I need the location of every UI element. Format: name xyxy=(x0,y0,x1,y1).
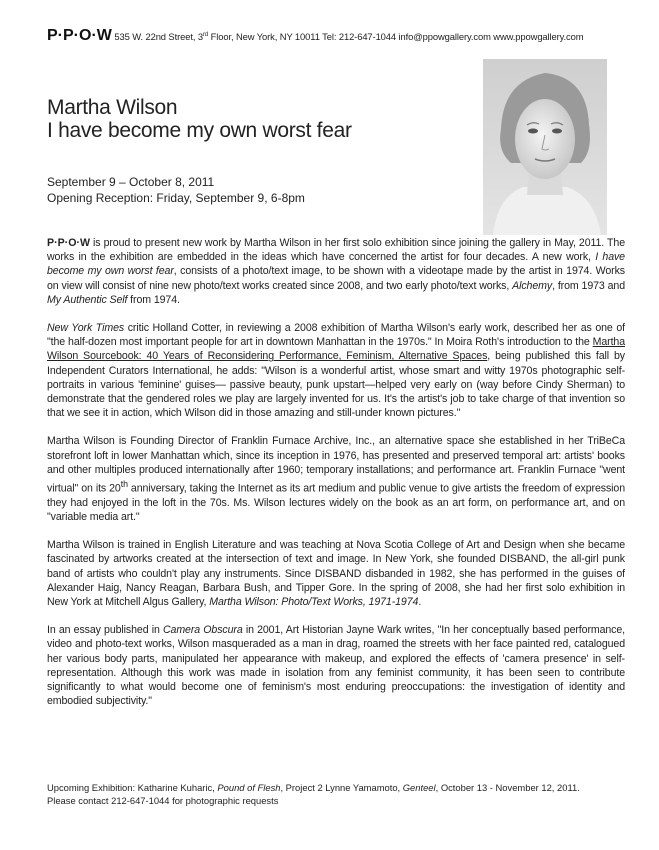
letterhead xyxy=(47,27,647,45)
paragraph-franklin-furnace: Martha Wilson is Founding Director of Franklin Furnace Archive, Inc., an alternative space she established in her TriBeCa storefront loft in lower Manhattan which, since its inception in 1976, has presented and preserved temporal art: artists' books and other multiples produced internationally after 1960; temporary installations; and performance art. Franklin Furnace "went virtual" on its 20th anniversary, taking the Internet as its art medium and public venue to give artists the freedom of expression they had enjoyed in the loft in the 70s. Ms. Wilson lectures widely on the book as an art form, on performance art, and on "variable media art." xyxy=(47,435,625,523)
exhibition-dates xyxy=(47,174,305,206)
gallery-logo: P·P·O·W xyxy=(47,27,112,44)
exhibition-run: September 9 – October 8, 2011 xyxy=(47,175,215,189)
title-block xyxy=(47,96,352,142)
opening-reception: Opening Reception: Friday, September 9, 6-8pm xyxy=(47,191,305,205)
paragraph-critic: New York Times critic Holland Cotter, in reviewing a 2008 exhibition of Martha Wilson's early work, described her as one of "the half-dozen most important people for art in downtown Manhattan in the 1970s." In Moira Roth's introduction to the Martha Wilson Sourcebook: 40 Years of Reconsidering Performance, Feminism, Alternative Spaces, being published this fall by Independent Curators International, he adds: "Wilson is a wonderful artist, whose smart and witty 1970s photographic self-portraits in various 'feminine' guises— passive beauty, punk upstart—helped very early on (way before Cindy Sherman) to demonstrate that the gendered roles we play are largely invented for us. It's the artist's job to take charge of that invention so that we see it in action, which Wilson did in those amazing and still-under known pictures." xyxy=(47,322,626,420)
photo-request-contact: Please contact 212-647-1044 for photographic requests xyxy=(47,795,279,806)
upcoming-exhibition: Upcoming Exhibition: Katharine Kuharic, Pound of Flesh, Project 2 Lynne Yamamoto, Genteel, October 13 - November 12, 2011. xyxy=(47,782,580,793)
sourcebook-title: Martha Wilson Sourcebook: 40 Years of Reconsidering Performance, Feminism, Alternative Spaces xyxy=(47,336,625,363)
artist-name: Martha Wilson xyxy=(47,96,178,119)
paragraph-essay: In an essay published in Camera Obscura in 2001, Art Historian Jayne Wark writes, "In her conceptually based performance, video and photo-text works, Wilson masqueraded as a man in drag, roamed the streets with her face painted red, catalogued her various body parts, manipulated her appearance with makeup, and explored the effects of 'camera presence' in self-representation. Although this work was made in isolation from any feminist community, it has been seen to contribute significantly to what would become one of feminism's most enduring preoccupations: the investigation of identity and embodied subjectivity." xyxy=(47,624,626,708)
press-release-body xyxy=(47,236,625,722)
gallery-address: 535 W. 22nd Street, 3rd Floor, New York, NY 10011 Tel: 212-647-1044 info@ppowgallery.com www.ppowgallery.com xyxy=(111,31,584,42)
portrait-image xyxy=(483,59,607,235)
footer xyxy=(47,781,647,807)
artist-portrait-photo xyxy=(483,59,607,235)
paragraph-background: Martha Wilson is trained in English Literature and was teaching at Nova Scotia College of Art and Design when she became fascinated by artworks created at the intersection of text and image. In New York, she founded DISBAND, the all-girl punk band of artists who couldn't play any instruments. Since DISBAND disbanded in 1982, she has performed in the guises of Alexander Haig, Nancy Reagan, Barbara Bush, and Tipper Gore. In the spring of 2008, she had her first solo exhibition in New York at Mitchell Algus Gallery, Martha Wilson: Photo/Text Works, 1971-1974. xyxy=(47,539,625,608)
exhibition-title: I have become my own worst fear xyxy=(47,119,352,142)
paragraph-intro: P·P·O·W is proud to present new work by Martha Wilson in her first solo exhibition since joining the gallery in May, 2011. The works in the exhibition are embedded in the ideas which have concerned the artist for four decades. A new work, I have become my own worst fear, consists of a photo/text image, to be shown with a videotape made by the artist in 1974. Works on view will consist of nine new photo/text works created since 2008, and two early photo/text works, Alchemy, from 1973 and My Authentic Self from 1974. xyxy=(47,237,626,306)
